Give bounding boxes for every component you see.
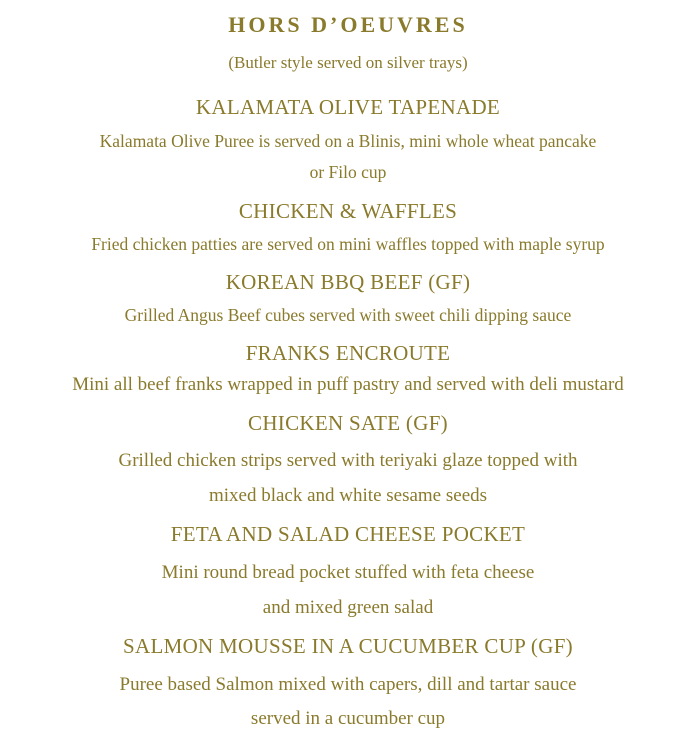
item-heading-kalamata: KALAMATA OLIVE TAPENADE [195,95,501,119]
item-heading-chicken-sate: CHICKEN SATE (GF) [248,411,448,435]
item-desc-salmon-mousse-1: Puree based Salmon mixed with capers, dill and tartar sauce [119,674,577,695]
item-heading-feta-pocket: FETA AND SALAD CHEESE POCKET [170,522,526,546]
item-desc-chicken-sate-2: mixed black and white sesame seeds [208,485,488,506]
item-desc-franks-encroute-1: Mini all beef franks wrapped in puff pastry and served with deli mustard [72,374,624,395]
item-desc-salmon-mousse-2: served in a cucumber cup [250,708,446,729]
item-desc-feta-pocket-1: Mini round bread pocket stuffed with feta cheese [161,562,535,583]
page-subtitle: (Butler style served on silver trays) [228,53,468,72]
item-heading-salmon-mousse: SALMON MOUSSE IN A CUCUMBER CUP (GF) [123,634,573,658]
item-heading-korean-bbq: KOREAN BBQ BEEF (GF) [225,270,471,294]
page-title: HORS D’OEUVRES [228,12,468,37]
item-desc-chicken-waffles-1: Fried chicken patties are served on mini waffles topped with maple syrup [91,234,605,254]
item-heading-franks-encroute: FRANKS ENCROUTE [245,341,451,365]
item-desc-feta-pocket-2: and mixed green salad [262,597,434,618]
item-desc-kalamata-1: Kalamata Olive Puree is served on a Blinis, mini whole wheat pancake [99,131,597,151]
item-desc-korean-bbq-1: Grilled Angus Beef cubes served with sweet chili dipping sauce [124,305,572,325]
item-heading-chicken-waffles: CHICKEN & WAFFLES [238,199,458,223]
item-desc-chicken-sate-1: Grilled chicken strips served with teriyaki glaze topped with [118,450,578,471]
item-desc-kalamata-2: or Filo cup [309,162,387,182]
